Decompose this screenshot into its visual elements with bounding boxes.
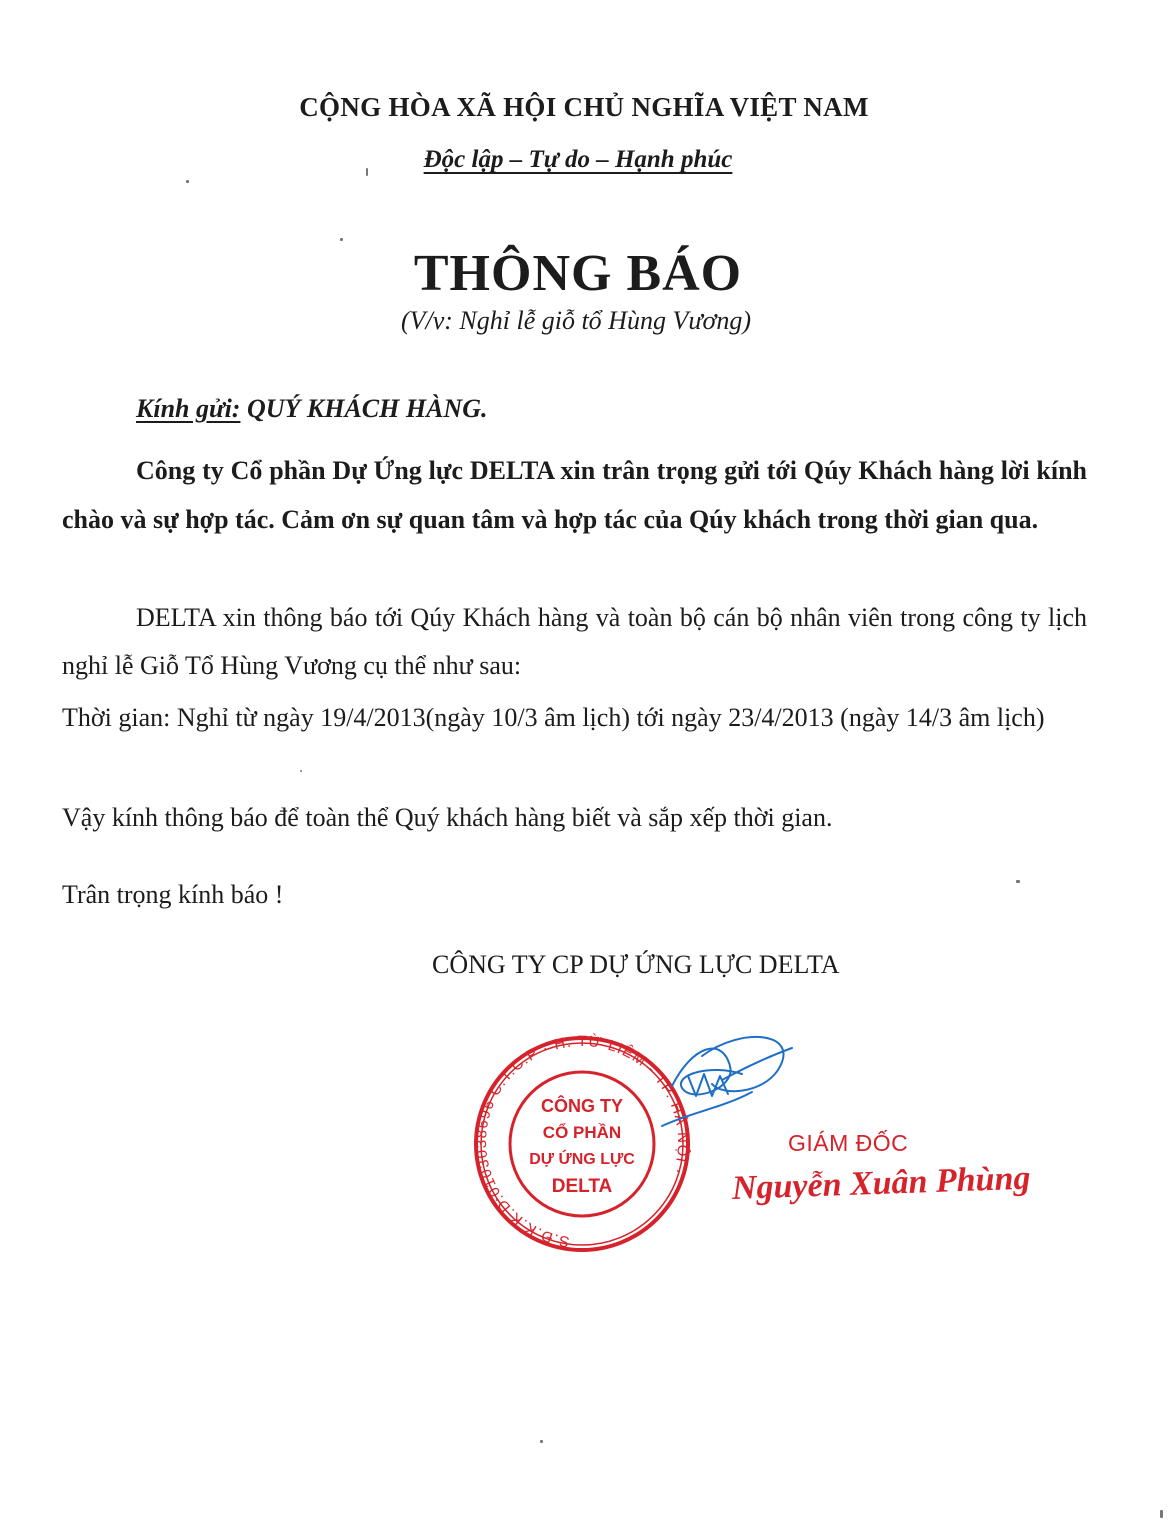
announcement-paragraph: DELTA xin thông báo tới Qúy Khách hàng và toàn bộ cán bộ nhân viên trong công ty lịch nghỉ lễ Giỗ Tổ Hùng Vương cụ thể như sau: (62, 603, 1087, 680)
salutation (136, 394, 487, 424)
scan-speck (366, 168, 368, 176)
scan-speck (340, 238, 343, 241)
salutation-label: Kính gửi: (136, 394, 241, 423)
national-title: CỘNG HÒA XÃ HỘI CHỦ NGHĨA VIỆT NAM (299, 92, 869, 122)
seal-line-1: CÔNG TY (540, 1096, 624, 1116)
scan-speck (300, 770, 302, 772)
scan-speck (1016, 880, 1020, 883)
seal-ring-text: S.Đ.K.K.D:0103038696 C.T.C.P · H. TỪ LIÊM - TP. HÀ NỘI · (472, 1032, 692, 1251)
motto (0, 146, 1156, 174)
seal-line-2: CỔ PHẦN (542, 1123, 622, 1142)
document-title: THÔNG BÁO (413, 245, 743, 302)
signer-name: Nguyễn Xuân Phùng (731, 1159, 1031, 1207)
scan-speck (540, 1440, 543, 1443)
seal-line-3: DỰ ỨNG LỰC (529, 1151, 635, 1168)
director-signature (652, 1026, 812, 1146)
signer-role: GIÁM ĐỐC (788, 1130, 909, 1156)
scan-speck (186, 180, 189, 183)
closing-regards: Trân trọng kính báo ! (62, 880, 284, 909)
greeting-paragraph: Công ty Cổ phần Dự Ứng lực DELTA xin trân trọng gửi tới Qúy Khách hàng lời kính chào và sự hợp tác. Cảm ơn sự quan tâm và hợp tác của Qúy khách trong thời gian qua. (62, 456, 1087, 534)
closing-note: Vậy kính thông báo để toàn thể Quý khách hàng biết và sắp xếp thời gian. (62, 803, 833, 832)
document-subject: (V/v: Nghỉ lễ giỗ tổ Hùng Vương) (400, 306, 752, 335)
motto-text: Độc lập – Tự do – Hạnh phúc (423, 146, 733, 173)
holiday-time-line: Thời gian: Nghỉ từ ngày 19/4/2013(ngày 10/3 âm lịch) tới ngày 23/4/2013 (ngày 14/3 âm lịch) (62, 703, 1045, 732)
company-name: CÔNG TY CP DỰ ỨNG LỰC DELTA (432, 950, 840, 979)
seal-line-4: DELTA (551, 1176, 613, 1197)
scan-speck (1160, 1510, 1163, 1518)
salutation-recipient: QUÝ KHÁCH HÀNG. (246, 394, 488, 423)
